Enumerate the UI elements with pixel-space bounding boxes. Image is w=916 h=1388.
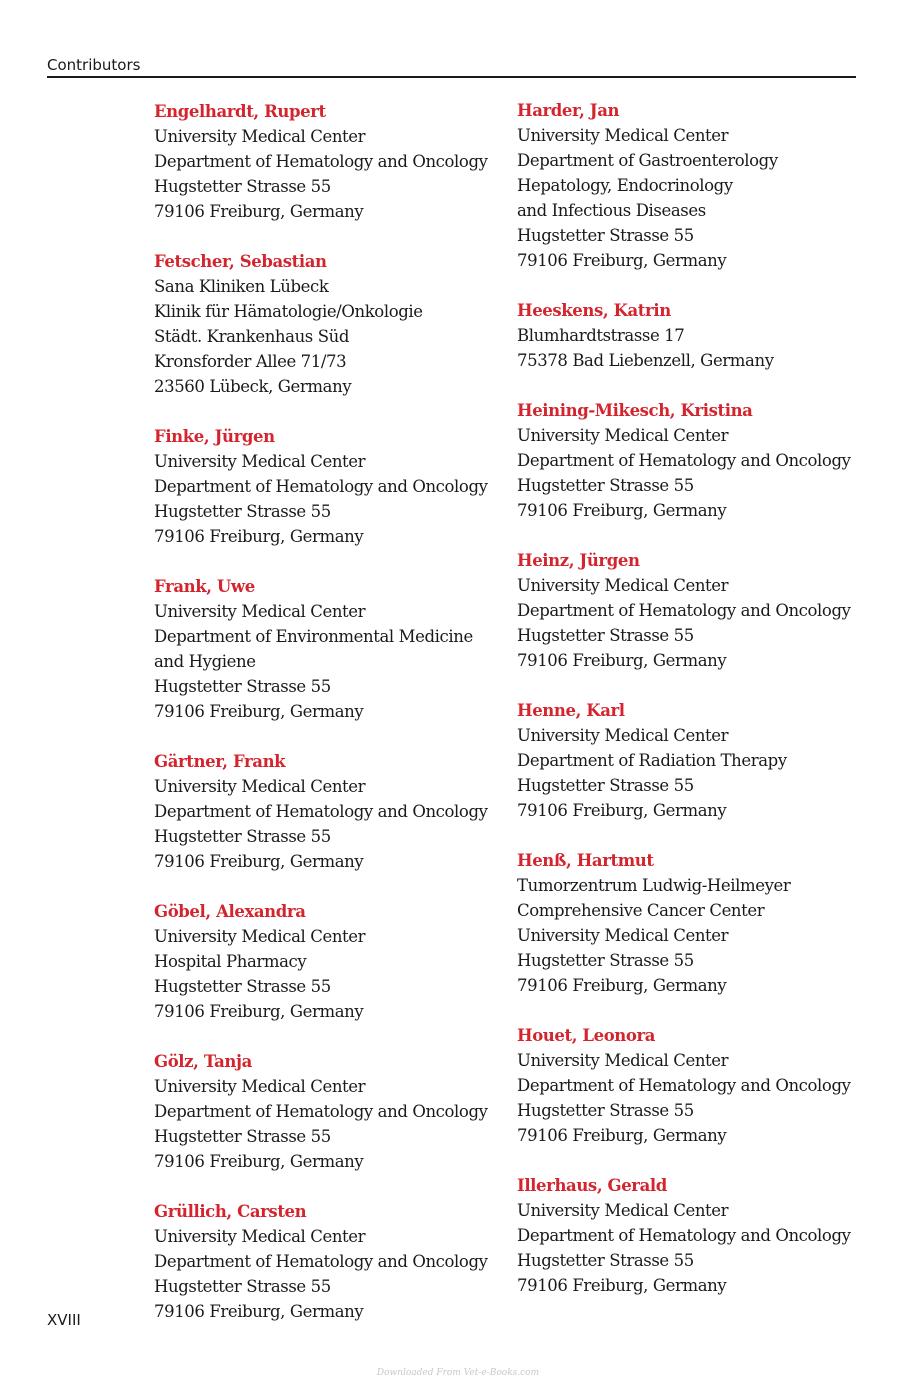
contributor-address-line: Tumorzentrum Ludwig-Heilmeyer	[517, 876, 791, 895]
contributor-entry	[517, 1173, 877, 1298]
contributor-address-line: 79106 Freiburg, Germany	[517, 1126, 727, 1145]
contributor-entry	[517, 298, 877, 373]
contributor-address-line: Department of Hematology and Oncology	[517, 1226, 851, 1245]
contributor-address-line: Hugstetter Strasse 55	[517, 1101, 694, 1120]
contributor-address-line: 79106 Freiburg, Germany	[517, 251, 727, 270]
contributor-name: Harder, Jan	[517, 101, 620, 120]
contributor-address-line: Hugstetter Strasse 55	[154, 177, 331, 196]
contributor-name: Finke, Jürgen	[154, 427, 275, 446]
running-head: Contributors	[47, 56, 141, 74]
contributor-address-line: 79106 Freiburg, Germany	[517, 976, 727, 995]
contributor-address-line: University Medical Center	[517, 726, 729, 745]
contributor-address-line: 79106 Freiburg, Germany	[517, 651, 727, 670]
contributor-name: Henß, Hartmut	[517, 851, 654, 870]
contributor-address-line: Städt. Krankenhaus Süd	[154, 327, 350, 346]
contributor-address-line: Department of Environmental Medicine	[154, 627, 473, 646]
contributor-entry	[154, 899, 514, 1024]
contributor-address-line: 79106 Freiburg, Germany	[154, 202, 364, 221]
contributor-address-line: University Medical Center	[154, 452, 366, 471]
contributor-address-line: University Medical Center	[154, 1227, 366, 1246]
contributor-address-line: Hepatology, Endocrinology	[517, 176, 733, 195]
contributor-entry	[517, 698, 877, 823]
contributor-entry	[154, 424, 514, 549]
contributor-address-line: 79106 Freiburg, Germany	[154, 702, 364, 721]
contributor-name: Heinz, Jürgen	[517, 551, 640, 570]
contributor-name: Illerhaus, Gerald	[517, 1176, 667, 1195]
contributor-address-line: Blumhardtstrasse 17	[517, 326, 685, 345]
contributor-address-line: 23560 Lübeck, Germany	[154, 377, 352, 396]
header-rule	[47, 76, 856, 78]
contributor-entry	[154, 1049, 514, 1174]
contributor-address-line: Hugstetter Strasse 55	[154, 1127, 331, 1146]
contributor-address-line: 79106 Freiburg, Germany	[517, 801, 727, 820]
contributor-address-line: University Medical Center	[517, 126, 729, 145]
contributor-address-line: Department of Hematology and Oncology	[154, 152, 488, 171]
contributor-address-line: University Medical Center	[517, 426, 729, 445]
contributor-address-line: Department of Hematology and Oncology	[154, 1252, 488, 1271]
contributor-address-line: 79106 Freiburg, Germany	[517, 1276, 727, 1295]
contributor-address-line: Hugstetter Strasse 55	[154, 1277, 331, 1296]
contributor-address-line: University Medical Center	[154, 1077, 366, 1096]
contributor-address-line: University Medical Center	[154, 777, 366, 796]
contributor-address-line: University Medical Center	[517, 1051, 729, 1070]
contributor-entry	[517, 548, 877, 673]
contributor-address-line: Hugstetter Strasse 55	[517, 226, 694, 245]
contributor-address-line: Hugstetter Strasse 55	[154, 677, 331, 696]
contributor-address-line: Department of Hematology and Oncology	[154, 1102, 488, 1121]
contributor-address-line: Department of Hematology and Oncology	[517, 451, 851, 470]
contributor-entry	[517, 1023, 877, 1148]
contributor-name: Engelhardt, Rupert	[154, 102, 326, 121]
download-watermark: Downloaded From Vet-e-Books.com	[376, 1368, 540, 1378]
contributor-address-line: University Medical Center	[517, 926, 729, 945]
contributor-address-line: Department of Hematology and Oncology	[154, 802, 488, 821]
contributor-address-line: Hugstetter Strasse 55	[154, 977, 331, 996]
contributor-name: Fetscher, Sebastian	[154, 252, 327, 271]
contributor-address-line: Kronsforder Allee 71/73	[154, 352, 347, 371]
contributor-name: Göbel, Alexandra	[154, 902, 306, 921]
contributor-address-line: Department of Hematology and Oncology	[154, 477, 488, 496]
contributor-address-line: 79106 Freiburg, Germany	[517, 501, 727, 520]
contributor-address-line: Sana Kliniken Lübeck	[154, 277, 329, 296]
contributor-entry	[517, 98, 877, 273]
contributor-name: Gölz, Tanja	[154, 1052, 252, 1071]
contributor-address-line: Hugstetter Strasse 55	[517, 1251, 694, 1270]
contributor-name: Gärtner, Frank	[154, 752, 286, 771]
page-number: XVIII	[47, 1311, 81, 1329]
contributor-address-line: Hugstetter Strasse 55	[517, 626, 694, 645]
contributor-address-line: and Hygiene	[154, 652, 256, 671]
contributor-entry	[517, 398, 877, 523]
contributor-entry	[154, 749, 514, 874]
contributor-name: Heeskens, Katrin	[517, 301, 671, 320]
contributor-address-line: Klinik für Hämatologie/Onkologie	[154, 302, 423, 321]
contributor-address-line: Department of Hematology and Oncology	[517, 601, 851, 620]
contributor-entry	[154, 574, 514, 724]
contributor-address-line: 79106 Freiburg, Germany	[154, 1152, 364, 1171]
contributors-column-left	[154, 99, 514, 1349]
contributor-address-line: Department of Radiation Therapy	[517, 751, 787, 770]
contributor-address-line: Hospital Pharmacy	[154, 952, 307, 971]
contributor-address-line: and Infectious Diseases	[517, 201, 706, 220]
contributor-address-line: Department of Hematology and Oncology	[517, 1076, 851, 1095]
contributor-name: Heining-Mikesch, Kristina	[517, 401, 753, 420]
contributor-address-line: Comprehensive Cancer Center	[517, 901, 765, 920]
contributor-address-line: 75378 Bad Liebenzell, Germany	[517, 351, 774, 370]
contributor-address-line: Hugstetter Strasse 55	[517, 951, 694, 970]
contributor-address-line: Hugstetter Strasse 55	[517, 776, 694, 795]
contributor-address-line: 79106 Freiburg, Germany	[154, 1002, 364, 1021]
contributor-address-line: Hugstetter Strasse 55	[154, 827, 331, 846]
contributor-name: Frank, Uwe	[154, 577, 255, 596]
contributor-entry	[154, 99, 514, 224]
contributor-address-line: University Medical Center	[517, 576, 729, 595]
contributor-address-line: Hugstetter Strasse 55	[154, 502, 331, 521]
contributor-address-line: University Medical Center	[154, 927, 366, 946]
contributor-address-line: Department of Gastroenterology	[517, 151, 778, 170]
contributor-entry	[154, 249, 514, 399]
contributor-address-line: University Medical Center	[154, 127, 366, 146]
contributor-address-line: University Medical Center	[154, 602, 366, 621]
contributor-name: Henne, Karl	[517, 701, 625, 720]
contributor-address-line: 79106 Freiburg, Germany	[154, 527, 364, 546]
contributor-address-line: 79106 Freiburg, Germany	[154, 1302, 364, 1321]
contributor-address-line: 79106 Freiburg, Germany	[154, 852, 364, 871]
contributor-entry	[517, 848, 877, 998]
contributor-entry	[154, 1199, 514, 1324]
contributors-column-right	[517, 98, 877, 1323]
contributor-name: Houet, Leonora	[517, 1026, 656, 1045]
contributor-address-line: University Medical Center	[517, 1201, 729, 1220]
contributor-address-line: Hugstetter Strasse 55	[517, 476, 694, 495]
contributor-name: Grüllich, Carsten	[154, 1202, 307, 1221]
